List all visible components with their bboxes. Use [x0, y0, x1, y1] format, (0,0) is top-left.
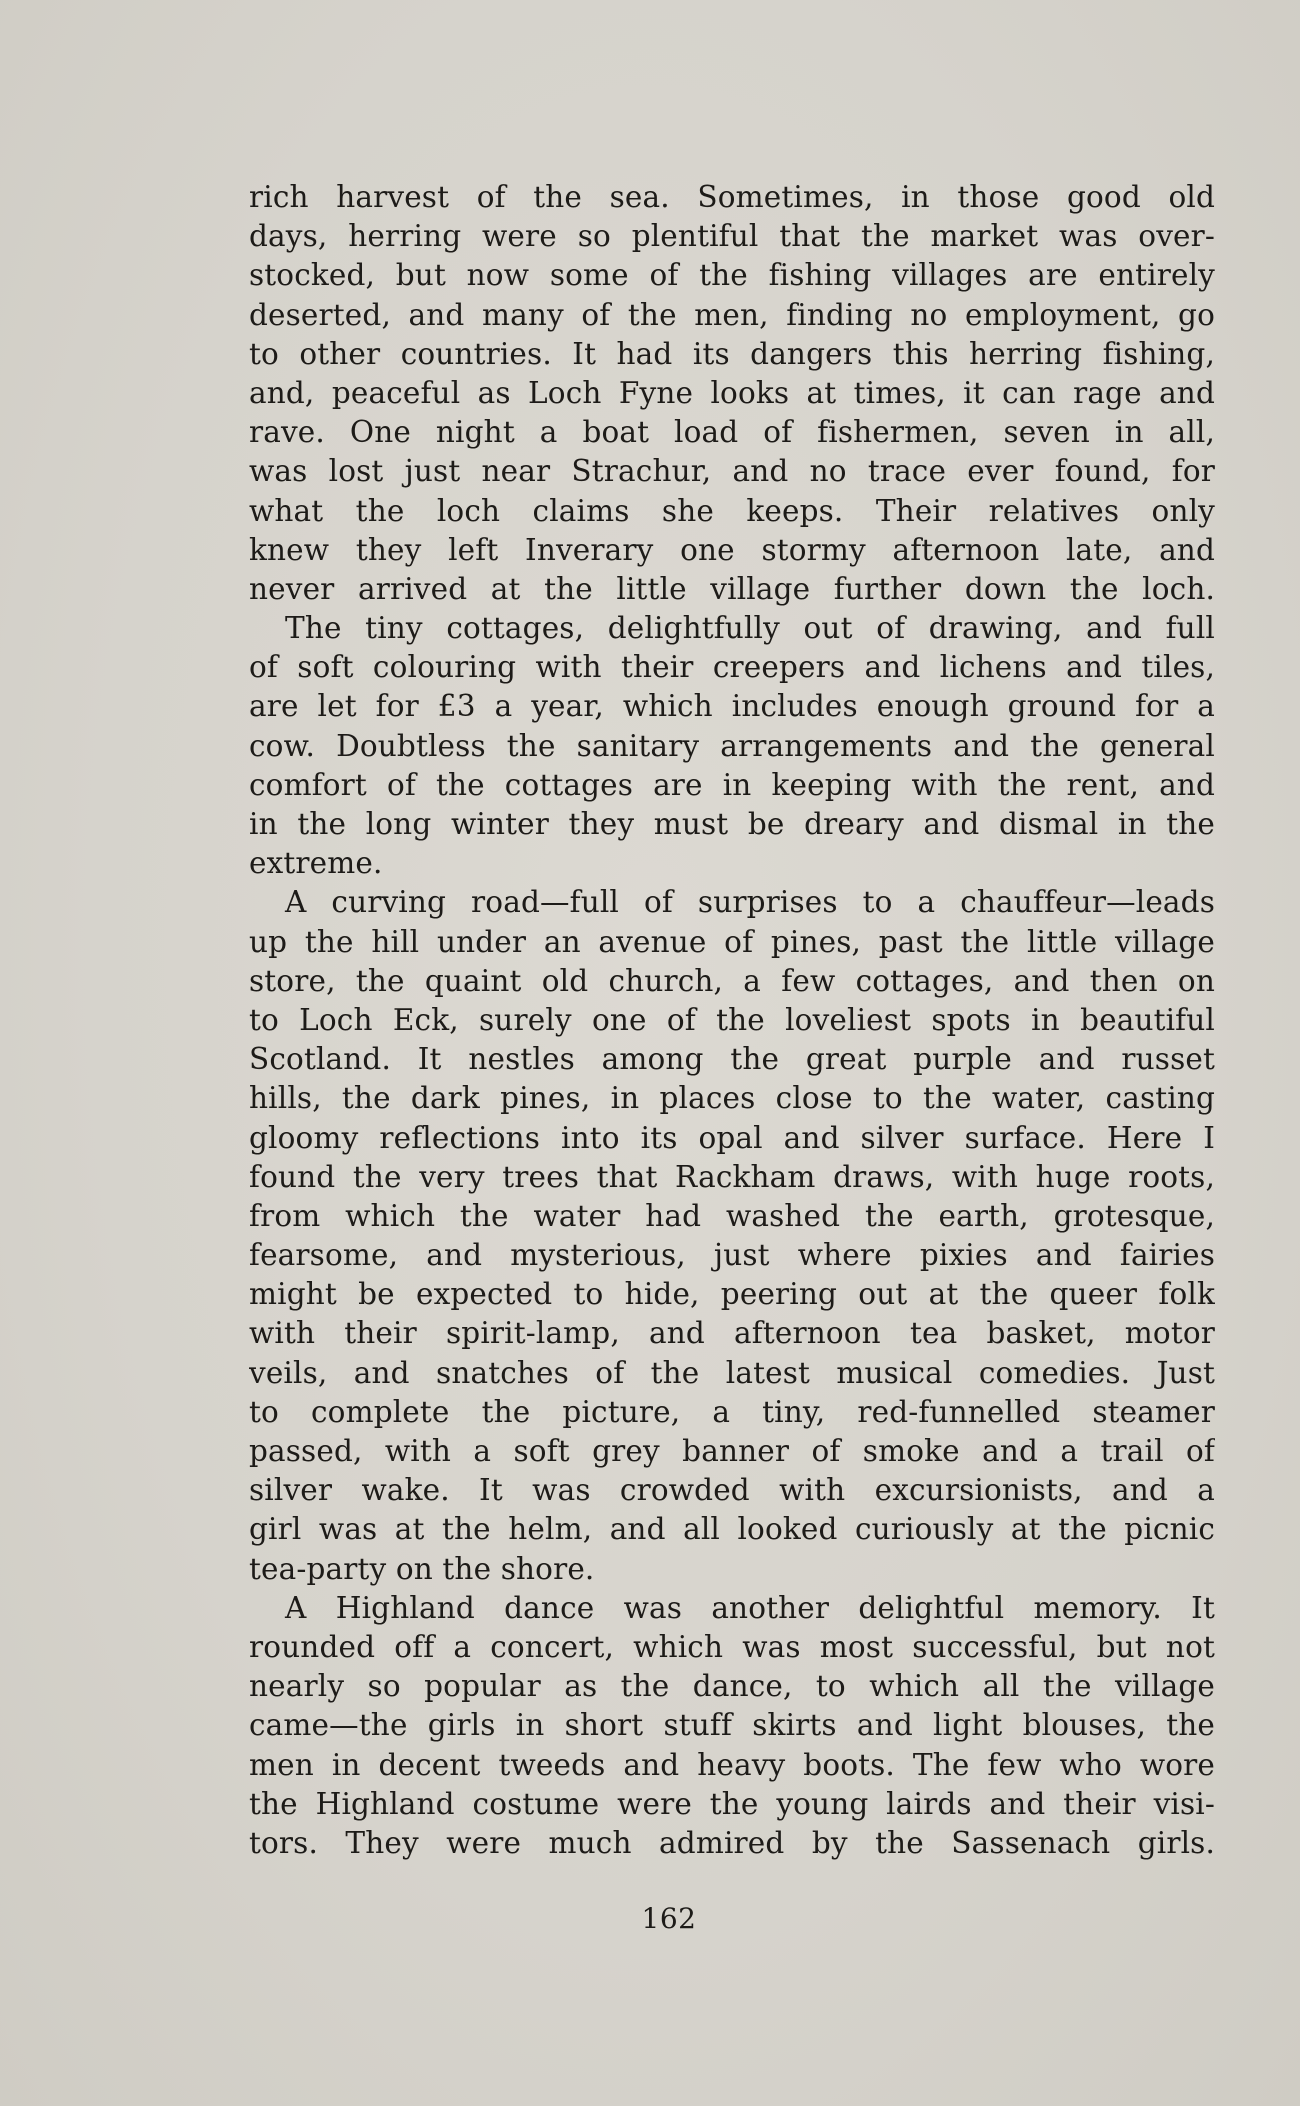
- text-line: tea-party on the shore.: [249, 1551, 595, 1586]
- text-line: deserted, and many of the men, finding no employment, go: [249, 297, 1215, 332]
- text-line: of soft colouring with their creepers and lichens and tiles,: [249, 650, 1215, 685]
- body-text: [249, 178, 1215, 1863]
- text-line: rich harvest of the sea. Sometimes, in those good old: [249, 180, 1215, 214]
- text-line: the Highland costume were the young lairds and their visi-: [249, 1786, 1215, 1821]
- text-line: never arrived at the little village further down the loch.: [249, 571, 1215, 606]
- text-line: to other countries. It had its dangers this herring fishing,: [249, 336, 1215, 371]
- text-line: might be expected to hide, peering out at the queer folk: [249, 1277, 1215, 1312]
- text-line: passed, with a soft grey banner of smoke and a trail of: [249, 1434, 1215, 1468]
- text-line: came—the girls in short stuff skirts and light blouses, the: [249, 1708, 1215, 1743]
- text-line: cow. Doubtless the sanitary arrangements and the general: [249, 728, 1215, 763]
- text-line: to Loch Eck, surely one of the loveliest spots in beautiful: [249, 1002, 1215, 1037]
- text-line: silver wake. It was crowded with excursionists, and a: [249, 1473, 1215, 1508]
- text-line: veils, and snatches of the latest musical comedies. Just: [249, 1355, 1215, 1390]
- text-line: nearly so popular as the dance, to which all the village: [249, 1669, 1215, 1704]
- text-line: Scotland. It nestles among the great purple and russet: [249, 1042, 1215, 1077]
- text-line: extreme.: [249, 846, 383, 881]
- text-line: fearsome, and mysterious, just where pixies and fairies: [249, 1238, 1215, 1273]
- text-line: up the hill under an avenue of pines, past the little village: [249, 924, 1215, 959]
- text-line: found the very trees that Rackham draws, with huge roots,: [249, 1159, 1215, 1194]
- text-line: rave. One night a boat load of fishermen, seven in all,: [249, 415, 1215, 450]
- text-line: tors. They were much admired by the Sassenach girls.: [249, 1825, 1215, 1860]
- text-line: store, the quaint old church, a few cottages, and then on: [249, 963, 1215, 998]
- text-line: was lost just near Strachur, and no trace ever found, for: [249, 454, 1215, 489]
- text-line: with their spirit-lamp, and afternoon tea basket, motor: [249, 1316, 1215, 1351]
- text-line: hills, the dark pines, in places close to the water, casting: [249, 1081, 1215, 1116]
- text-line: men in decent tweeds and heavy boots. The few who wore: [249, 1747, 1215, 1782]
- text-line: gloomy reflections into its opal and silver surface. Here I: [249, 1120, 1215, 1155]
- page-number: 162: [641, 1902, 697, 1935]
- text-line: stocked, but now some of the fishing villages are entirely: [249, 258, 1215, 293]
- text-line: comfort of the cottages are in keeping with the rent, and: [249, 767, 1215, 802]
- text-line: rounded off a concert, which was most successful, but not: [249, 1629, 1215, 1664]
- text-line: A curving road—full of surprises to a chauffeur—leads: [285, 885, 1215, 920]
- text-line: knew they left Inverary one stormy afternoon late, and: [249, 532, 1215, 567]
- text-line: what the loch claims she keeps. Their relatives only: [249, 493, 1215, 528]
- text-line: from which the water had washed the earth, grotesque,: [249, 1198, 1215, 1233]
- text-line: A Highland dance was another delightful memory. It: [285, 1590, 1215, 1625]
- text-line: are let for £3 a year, which includes enough ground for a: [249, 689, 1215, 724]
- text-line: days, herring were so plentiful that the market was over-: [249, 219, 1215, 254]
- text-line: girl was at the helm, and all looked curiously at the picnic: [249, 1512, 1215, 1547]
- text-line: The tiny cottages, delightfully out of drawing, and full: [285, 611, 1215, 646]
- text-line: and, peaceful as Loch Fyne looks at times, it can rage and: [249, 375, 1215, 410]
- text-line: to complete the picture, a tiny, red-funnelled steamer: [249, 1394, 1215, 1429]
- text-line: in the long winter they must be dreary and dismal in the: [249, 807, 1215, 841]
